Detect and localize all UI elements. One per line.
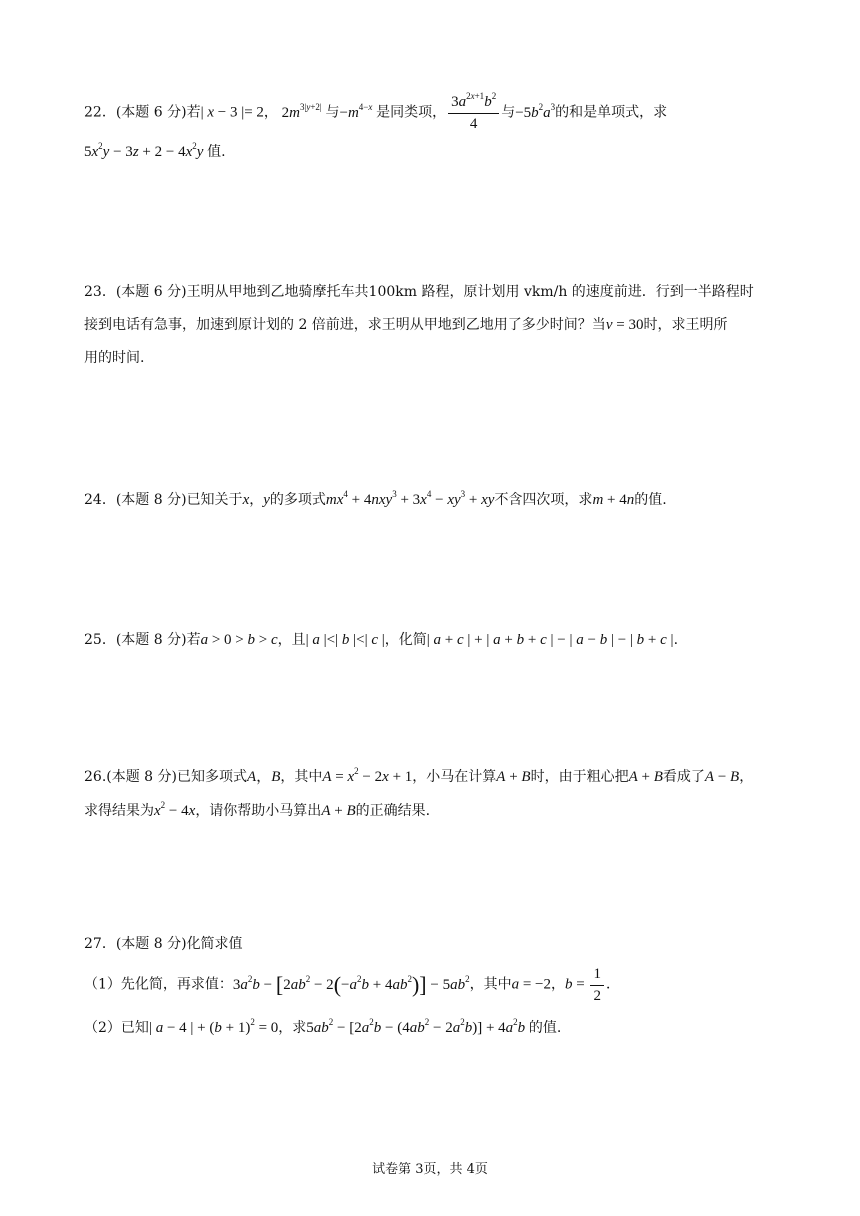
- math-expression: $-5b^2a^3$: [515, 101, 556, 121]
- math-expression: | a − 4 | + $(b + 1)^2 = 0$: [148, 1017, 279, 1036]
- question-26-line-2: 求得结果为$x^2 - 4x$，请你帮助小马算出A + B的正确结果.: [84, 800, 431, 819]
- math-expression: v = 30: [605, 317, 644, 333]
- math-expression: | a |<| b |<| c |: [305, 632, 385, 648]
- question-number: 27．: [84, 936, 116, 952]
- math-expression: a > 0 > b > c: [200, 632, 278, 648]
- question-number: 24．: [84, 492, 116, 508]
- question-number: 25．: [84, 632, 116, 648]
- math-expression: $mx^4 + 4nxy^3 + 3x^4 - xy^3$ + xy: [325, 489, 495, 508]
- math-expression: b =: [565, 976, 589, 993]
- math-expression: A + B: [496, 769, 531, 785]
- question-score: (本题 8 分): [106, 769, 177, 785]
- question-number: 26.: [84, 769, 107, 785]
- math-expression: $x^2 - 4x$: [154, 800, 196, 819]
- math-expression: a = −2: [511, 976, 551, 993]
- question-24-line-1: 24．(本题 8 分)已知关于x，y的多项式$mx^4 + 4nxy^3 + 3x^4 - xy^3$ + xy不含四次项，求m + 4n的值.: [84, 489, 667, 508]
- question-27-line-1: [84, 934, 243, 954]
- question-score: (本题 8 分): [115, 632, 187, 648]
- question-27-part-1: （1）先化简，再求值：$3a^2b - [2ab^2 - 2(-a^2b + 4ab^2)] - 5ab^2$，其中a = −2，b = $\frac{1}{2}$ ．: [84, 966, 620, 1004]
- math-expression: A + B: [628, 769, 663, 785]
- math-expression: A + B: [321, 803, 356, 819]
- question-26-line-1: 26.(本题 8 分)已知多项式A，B，其中$A = x^2 - 2x + 1$，小马在计算A + B时，由于粗心把A + B看成了A − B，: [84, 766, 754, 785]
- math-expression: $A = x^2 - 2x + 1$: [322, 766, 413, 785]
- question-score: (本题 6 分): [115, 104, 187, 121]
- question-number: 22．: [84, 104, 116, 121]
- question-score: (本题 6 分): [115, 284, 187, 300]
- question-title: 化简求值: [186, 936, 243, 952]
- question-25-line-1: 25．(本题 8 分)若a > 0 > b > c，且| a |<| b |<| c |，化简| a + c | + | a + b + c | − | a − b | − | b + c |.: [84, 632, 679, 648]
- math-expression: | x − 3 |= 2: [200, 104, 264, 121]
- question-27-part-2: （2）已知| a − 4 | + $(b + 1)^2 = 0$，求$5ab^2 - [2a^2b - (4ab^2 - 2a^2b)] + 4a^2b$ 的值.: [84, 1017, 562, 1036]
- question-score: (本题 8 分): [115, 936, 187, 952]
- math-expression: | a + c | + | a + b + c | − | a − b | − | b + c |: [426, 632, 674, 648]
- question-23-line-3: 用的时间.: [84, 350, 145, 366]
- question-score: (本题 8 分): [115, 492, 187, 508]
- math-expression: $3a^2b - [2ab^2 - 2(-a^2b + 4ab^2)] - 5ab^2$: [232, 971, 470, 997]
- math-expression: $5x^2y - 3z + 2 - 4x^2y$: [84, 141, 204, 160]
- math-expression: m + 4n: [592, 492, 635, 508]
- math-expression: $5ab^2 - [2a^2b - (4ab^2 - 2a^2b)] + 4a^2b$: [306, 1017, 526, 1036]
- fraction: $\frac{3a^{2x+1}b^2}{4}$: [448, 92, 499, 133]
- math-expression: A − B: [704, 769, 740, 785]
- math-expression: $2m^{3|y+2|}$: [277, 101, 322, 121]
- question-23-line-2: 接到电话有急事，加速到原计划的 2 倍前进，求王明从甲地到乙地用了多少时间？当v = 30时，求王明所: [84, 317, 728, 333]
- question-22-line-1: 22．(本题 6 分)若| x − 3 |= 2， $2m^{3|y+2|}$ 与$-m^{4-x}$ 是同类项， $\frac{3a^{2x+1}b^2}{4}$ 与$-5b^2a^3$的和是单项式，求: [84, 91, 668, 132]
- question-number: 23．: [84, 284, 116, 300]
- question-22-line-2: $5x^2y - 3z + 2 - 4x^2y$ 值.: [84, 141, 226, 160]
- fraction: $\frac{1}{2}$: [590, 964, 604, 1005]
- page-footer: 试卷第 3页，共 4页: [372, 1162, 488, 1177]
- question-23-line-1: 23．(本题 6 分)王明从甲地到乙地骑摩托车共100km 路程，原计划用 vkm/h 的速度前进．行到一半路程时: [84, 284, 754, 300]
- math-expression: $-m^{4-x}$: [339, 101, 373, 121]
